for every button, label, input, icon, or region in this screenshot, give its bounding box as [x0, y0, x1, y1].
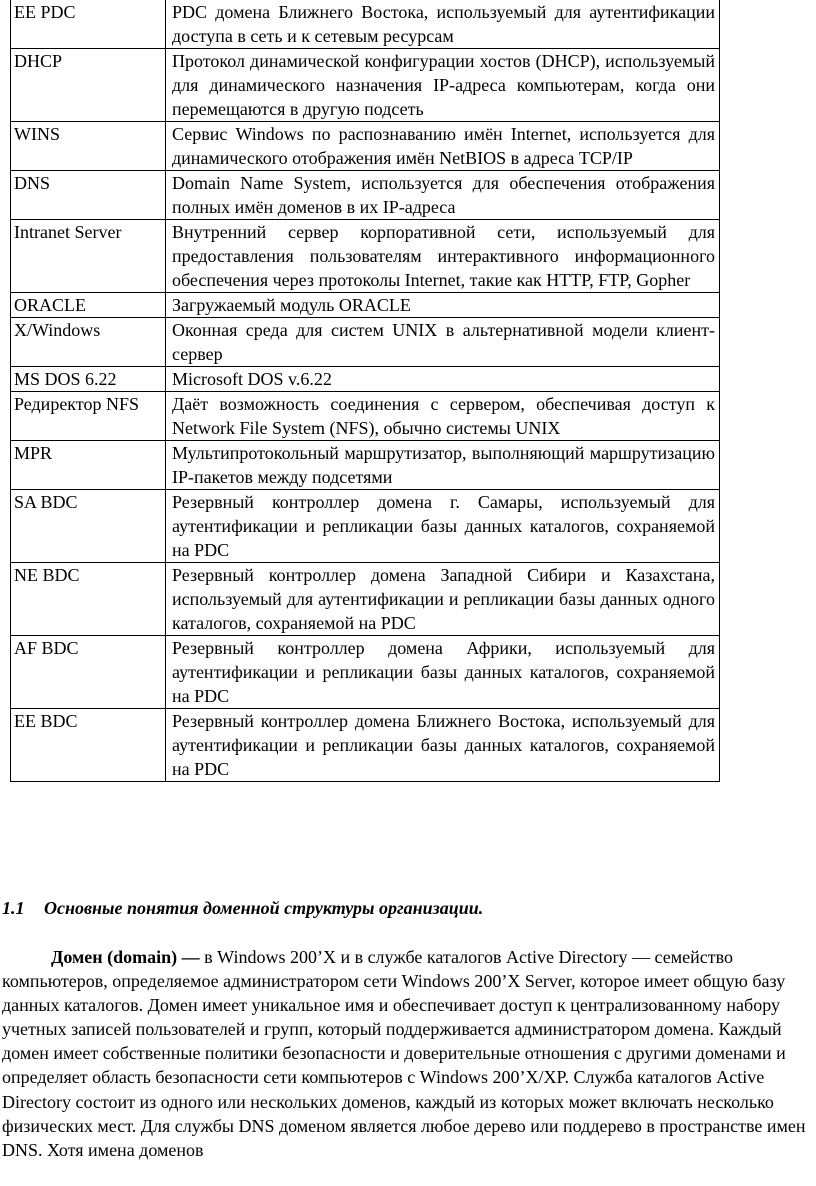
table-row — [11, 318, 720, 367]
description-cell: Резервный контроллер домена Ближнего Востока, используемый для аутентификации и репликации базы данных каталогов, сохраняемой на PDC — [166, 709, 720, 782]
term-cell: MPR — [11, 441, 166, 490]
description-cell: Резервный контроллер домена г. Самары, используемый для аутентификации и репликации базы данных каталогов, сохраняемой на PDC — [166, 490, 720, 563]
section-heading — [2, 896, 483, 920]
table-row — [11, 171, 720, 220]
description-cell: Domain Name System, используется для обеспечения отображения полных имён доменов в их IP-адреса — [166, 171, 720, 220]
term-cell: DNS — [11, 171, 166, 220]
term-cell: NE BDC — [11, 563, 166, 636]
term-cell: DHCP — [11, 49, 166, 122]
term-cell: Редиректор NFS — [11, 392, 166, 441]
description-cell: Резервный контроллер домена Африки, используемый для аутентификации и репликации базы данных каталогов, сохраняемой на PDC — [166, 636, 720, 709]
term-cell: ORACLE — [11, 293, 166, 318]
description-cell: PDC домена Ближнего Востока, используемый для аутентификации доступа в сеть и к сетевым ресурсам — [166, 0, 720, 49]
table-row — [11, 122, 720, 171]
term-cell: AF BDC — [11, 636, 166, 709]
table-row — [11, 293, 720, 318]
body-paragraph — [2, 945, 808, 1162]
table-row — [11, 392, 720, 441]
paragraph-term: Домен (domain) — — [51, 947, 200, 967]
description-cell: Внутренний сервер корпоративной сети, используемый для предоставления пользователям интерактивного информационного обеспечения через протоколы Internet, такие как HTTP, FTP, Gopher — [166, 220, 720, 293]
description-cell: Протокол динамической конфигурации хостов (DHCP), используемый для динамического назначения IP-адреса компьютерам, когда они перемещаются в другую подсеть — [166, 49, 720, 122]
table-row — [11, 220, 720, 293]
table-row — [11, 0, 720, 49]
table-row — [11, 490, 720, 563]
term-cell: MS DOS 6.22 — [11, 367, 166, 392]
definitions-table — [10, 0, 720, 782]
section-number: 1.1 — [2, 898, 25, 918]
term-cell: SA BDC — [11, 490, 166, 563]
term-cell: X/Windows — [11, 318, 166, 367]
section-title: Основные понятия доменной структуры организации. — [44, 898, 484, 918]
term-cell: EE BDC — [11, 709, 166, 782]
description-cell: Даёт возможность соединения с сервером, обеспечивая доступ к Network File System (NFS), обычно системы UNIX — [166, 392, 720, 441]
term-cell: WINS — [11, 122, 166, 171]
description-cell: Оконная среда для систем UNIX в альтернативной модели клиент-сервер — [166, 318, 720, 367]
definitions-table-body — [11, 0, 720, 782]
term-cell: Intranet Server — [11, 220, 166, 293]
description-cell: Microsoft DOS v.6.22 — [166, 367, 720, 392]
table-row — [11, 49, 720, 122]
table-row — [11, 367, 720, 392]
paragraph-text: в Windows 200’X и в службе каталогов Active Directory — семейство компьютеров, определяемое администратором сети Windows 200’X Server, которое имеет общую базу данных каталогов. Домен имеет уникальное имя и обеспечивает доступ к централизованному набору учетных записей пользователей и групп, который поддерживается администратором домена. Каждый домен имеет собственные политики безопасности и доверительные отношения с другими доменами и определяет область безопасности сети компьютеров с Windows 200’X/XP. Служба каталогов Active Directory состоит из одного или нескольких доменов, каждый из которых может включать несколько физических мест. Для службы DNS доменом является любое дерево или поддерево в пространстве имен DNS. Хотя имена доменов — [2, 947, 806, 1160]
table-row — [11, 563, 720, 636]
term-cell: EE PDC — [11, 0, 166, 49]
description-cell: Сервис Windows по распознаванию имён Internet, используется для динамического отображения имён NetBIOS в адреса TCP/IP — [166, 122, 720, 171]
table-row — [11, 709, 720, 782]
description-cell: Резервный контроллер домена Западной Сибири и Казахстана, используемый для аутентификации и репликации базы данных одного каталогов, сохраняемой на PDC — [166, 563, 720, 636]
table-row — [11, 636, 720, 709]
table-row — [11, 441, 720, 490]
description-cell: Мультипротокольный маршрутизатор, выполняющий маршрутизацию IP-пакетов между подсетями — [166, 441, 720, 490]
description-cell: Загружаемый модуль ORACLE — [166, 293, 720, 318]
